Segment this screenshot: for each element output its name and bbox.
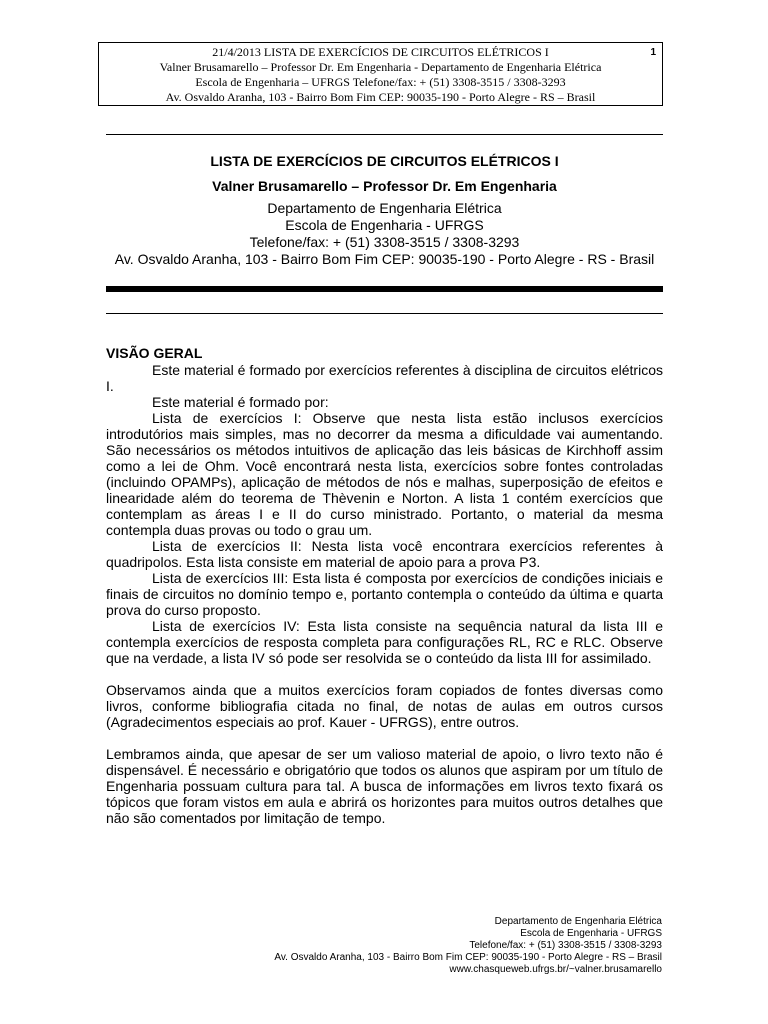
institution-line: Departamento de Engenharia Elétrica: [267, 200, 502, 216]
paragraph: Lista de exercícios I: Observe que nesta lista estão inclusos exercícios introdutórios mais simples, mas no decorrer da mesma a dificuldade vai aumentando. São necessários os métodos intuitivos de aplicação das leis básicas de Kirchhoff assim como a lei de Ohm. Você encontrará nesta lista, exercícios sobre fontes controladas (incluindo OPAMPs), aplicação de métodos de nós e malhas, superposição de efeitos e linearidade além do teorema de Thèvenin e Norton. A lista 1 contém exercícios que contemplam as áreas I e II do curso ministrado. Portanto, o material da mesma contempla duas provas ou todo o grau um.: [106, 410, 663, 538]
document-title: LISTA DE EXERCÍCIOS DE CIRCUITOS ELÉTRICOS I: [210, 153, 559, 169]
divider-thin-top: [106, 134, 663, 135]
footer-line: Av. Osvaldo Aranha, 103 - Bairro Bom Fim CEP: 90035-190 - Porto Alegre - RS – Brasil: [274, 952, 662, 963]
paragraph: Lista de exercícios II: Nesta lista você encontrara exercícios referentes à quadripolos. Esta lista consiste em material de apoio para a prova P3.: [106, 538, 663, 570]
running-header-line: 21/4/2013 LISTA DE EXERCÍCIOS DE CIRCUITOS ELÉTRICOS I: [212, 45, 549, 59]
paragraph: Lista de exercícios IV: Esta lista consiste na sequência natural da lista III e contempla exercícios de resposta completa para configurações RL, RC e RLC. Observe que na verdade, a lista IV só pode ser resolvida se o conteúdo da lista III for assimilado.: [106, 618, 663, 666]
paragraph: Lembramos ainda, que apesar de ser um valioso material de apoio, o livro texto não é dispensável. É necessário e obrigatório que todos os alunos que aspiram por um título de Engenharia possuam cultura para tal. A busca de informações em livros texto fixará os tópicos que foram vistos em aula e abrirá os horizontes para muitos outros detalhes que não são comentados por limitação de tempo.: [106, 746, 663, 826]
paragraph: Este material é formado por exercícios referentes à disciplina de circuitos elétricos I.: [106, 362, 663, 394]
document-author: Valner Brusamarello – Professor Dr. Em Engenharia: [212, 178, 557, 194]
institution-line: Av. Osvaldo Aranha, 103 - Bairro Bom Fim CEP: 90035-190 - Porto Alegre - RS - Brasil: [114, 251, 655, 267]
paragraph: Observamos ainda que a muitos exercícios foram copiados de fontes diversas como livros, conforme bibliografia citada no final, de notas de aulas em outros cursos (Agradecimentos especiais ao prof. Kauer - UFRGS), entre outros.: [106, 682, 663, 730]
page-footer: [274, 916, 662, 976]
divider-thin-bottom: [106, 313, 663, 314]
institution-line: Escola de Engenharia - UFRGS: [285, 217, 484, 233]
section-heading: VISÃO GERAL: [106, 345, 203, 361]
institution-lines: [106, 200, 663, 268]
footer-line: Departamento de Engenharia Elétrica: [494, 916, 662, 927]
running-header-line: Escola de Engenharia – UFRGS Telefone/fax: + (51) 3308-3515 / 3308-3293: [195, 75, 566, 89]
running-header-line: Av. Osvaldo Aranha, 103 - Bairro Bom Fim CEP: 90035-190 - Porto Alegre - RS – Brasil: [165, 90, 596, 104]
footer-line: Escola de Engenharia - UFRGS: [520, 928, 662, 939]
footer-url[interactable]: www.chasqueweb.ufrgs.br/~valner.brusamarello: [449, 964, 662, 975]
running-header-line: Valner Brusamarello – Professor Dr. Em Engenharia - Departamento de Engenharia Elétrica: [159, 60, 602, 74]
running-header: [98, 42, 663, 106]
title-block: [106, 152, 663, 268]
divider-thick: [106, 286, 663, 292]
paragraph: Lista de exercícios III: Esta lista é composta por exercícios de condições iniciais e finais de circuitos no domínio tempo e, portanto contempla o conteúdo da última e quarta prova do curso proposto.: [106, 570, 663, 618]
institution-line: Telefone/fax: + (51) 3308-3515 / 3308-3293: [249, 234, 520, 250]
section-body: [106, 344, 663, 826]
page-number: 1: [650, 47, 656, 58]
paragraph: Este material é formado por:: [152, 394, 329, 410]
footer-line: Telefone/fax: + (51) 3308-3515 / 3308-3293: [469, 940, 662, 951]
